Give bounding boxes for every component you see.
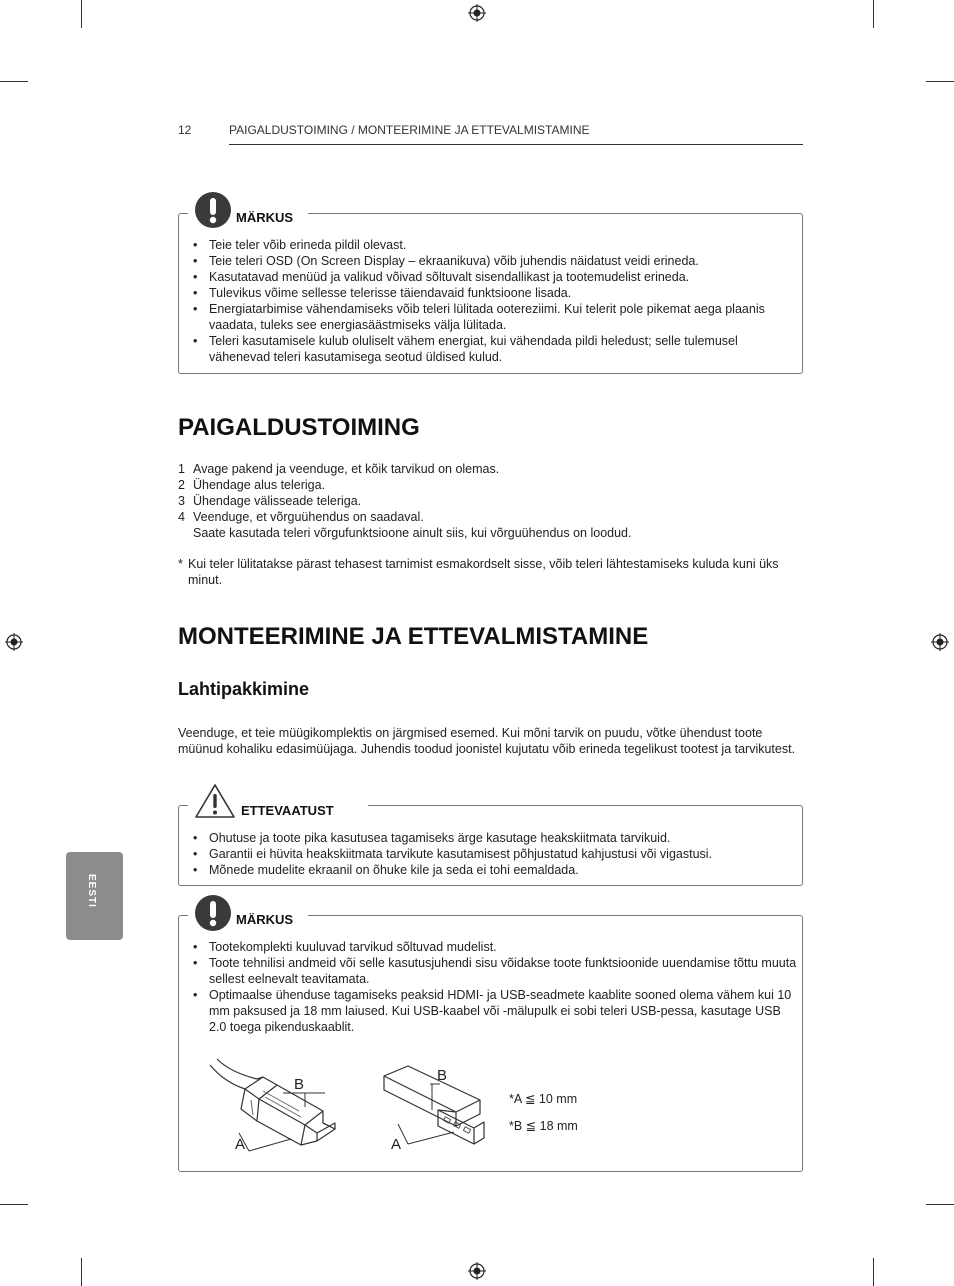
exclamation-icon xyxy=(194,894,232,932)
step-number: 1 xyxy=(178,462,185,476)
note-label: MÄRKUS xyxy=(234,912,299,927)
step-number: 2 xyxy=(178,478,185,492)
section-title: PAIGALDUSTOIMING xyxy=(178,414,420,441)
dimension-spec-b: *B ≦ 18 mm xyxy=(509,1119,578,1133)
dimension-label-b: B xyxy=(294,1076,305,1093)
hdmi-connector-illustration xyxy=(205,1055,345,1160)
list-item: • Kasutatavad menüüd ja valikud võivad sõltuvalt sisendallikast ja tootemudelist erineda. xyxy=(178,269,798,285)
dimension-spec-a: *A ≦ 10 mm xyxy=(509,1092,578,1106)
step-text: Veenduge, et võrguühendus on saadaval. xyxy=(193,510,424,524)
caution-list xyxy=(178,830,798,878)
language-tab xyxy=(66,852,123,940)
registration-mark-icon xyxy=(931,633,949,651)
list-item: • Teie teleri OSD (On Screen Display – ekraanikuva) võib juhendis näidatust veidi erineda. xyxy=(178,253,798,269)
note-label: MÄRKUS xyxy=(234,210,299,225)
crop-mark xyxy=(873,1258,874,1286)
list-item xyxy=(178,477,798,493)
step-number: 4 xyxy=(178,510,185,524)
list-item: • Teleri kasutamisele kulub oluliselt vähem energiat, kui vähendada pildi heledust; selle tulemusel vähenevad teleri kasutamisega seotud üldised kulud. xyxy=(178,333,798,365)
warning-triangle-icon xyxy=(194,783,236,819)
list-item xyxy=(178,509,798,541)
step-text: Ühendage välisseade teleriga. xyxy=(193,494,362,508)
list-item: • Energiatarbimise vähendamiseks võib teleri lülitada ootereziimi. Kui telerit pole pikemat aega plaanis vaadata, tuleks see energiasäästmiseks välja lülitada. xyxy=(178,301,798,333)
crop-mark xyxy=(926,1204,954,1205)
step-number: 3 xyxy=(178,494,185,508)
exclamation-icon xyxy=(194,191,232,229)
list-item: • Ohutuse ja toote pika kasutusea tagamiseks ärge kasutage heakskiitmata tarvikuid. xyxy=(178,830,798,846)
crop-mark xyxy=(0,1204,28,1205)
list-item xyxy=(178,461,798,477)
note-list xyxy=(178,237,798,365)
note-list xyxy=(178,939,798,1035)
language-tab-label: EESTI xyxy=(86,874,97,908)
intro-paragraph: Veenduge, et teie müügikomplektis on järgmised esemed. Kui mõni tarvik on puudu, võtke ühendust toote müünud kohaliku edasimüüjaga. Juhendis toodud joonistel kujutatu võib erineda tegelikust tootest ja tarvikutest. xyxy=(178,726,796,756)
list-item: • Tulevikus võime sellesse telerisse täiendavaid funktsioone lisada. xyxy=(178,285,798,301)
subsection-title: Lahtipakkimine xyxy=(178,679,310,699)
caution-label: ETTEVAATUST xyxy=(239,803,340,818)
crop-mark xyxy=(81,0,82,28)
list-item: • Optimaalse ühenduse tagamiseks peaksid HDMI- ja USB-seadmete kaablite sooned olema vähem kui 10 mm paksused ja 18 mm laiused. Kui USB-kaabel või -mälupulk ei sobi teleri USB-pessa, kasutage USB 2.0 toega pikenduskaablit. xyxy=(178,987,798,1035)
registration-mark-icon xyxy=(468,1262,486,1280)
crop-mark xyxy=(873,0,874,28)
crop-mark xyxy=(0,81,28,82)
registration-mark-icon xyxy=(5,633,23,651)
crop-mark xyxy=(81,1258,82,1286)
install-steps xyxy=(178,461,798,541)
dimension-label-b: B xyxy=(437,1067,448,1084)
list-item: • Mõnede mudelite ekraanil on õhuke kile ja seda ei tohi eemaldada. xyxy=(178,862,798,878)
footnote xyxy=(178,556,798,588)
list-item: • Teie teler võib erineda pildil olevast. xyxy=(178,237,798,253)
header-rule xyxy=(229,144,803,145)
page-number: 12 xyxy=(178,123,192,137)
registration-mark-icon xyxy=(468,4,486,22)
list-item: • Toote tehnilisi andmeid või selle kasutusjuhendi sisu võidakse toote funktsioonide uuendamise tõttu muuta sellest eelnevalt teavitamata. xyxy=(178,955,798,987)
step-text: Ühendage alus teleriga. xyxy=(193,478,326,492)
step-extra-text: Saate kasutada teleri võrgufunktsioone ainult siis, kui võrguühendus on loodud. xyxy=(193,526,632,540)
step-text: Avage pakend ja veenduge, et kõik tarvikud on olemas. xyxy=(193,462,500,476)
crop-mark xyxy=(926,81,954,82)
footnote-text: Kui teler lülitatakse pärast tehasest tarnimist esmakordselt sisse, võib teleri lähtestamiseks kuluda kuni üks minut. xyxy=(188,557,779,587)
list-item xyxy=(178,493,798,509)
section-title: MONTEERIMINE JA ETTEVALMISTAMINE xyxy=(178,623,649,650)
list-item: • Garantii ei hüvita heakskiitmata tarvikute kasutamisest põhjustatud kahjustusi või vigastusi. xyxy=(178,846,798,862)
dimension-label-a: A xyxy=(235,1136,246,1153)
dimension-label-a: A xyxy=(391,1136,402,1153)
list-item: • Tootekomplekti kuuluvad tarvikud sõltuvad mudelist. xyxy=(178,939,798,955)
running-header: PAIGALDUSTOIMING / MONTEERIMINE JA ETTEVALMISTAMINE xyxy=(229,123,590,137)
footnote-mark: * xyxy=(178,557,183,571)
